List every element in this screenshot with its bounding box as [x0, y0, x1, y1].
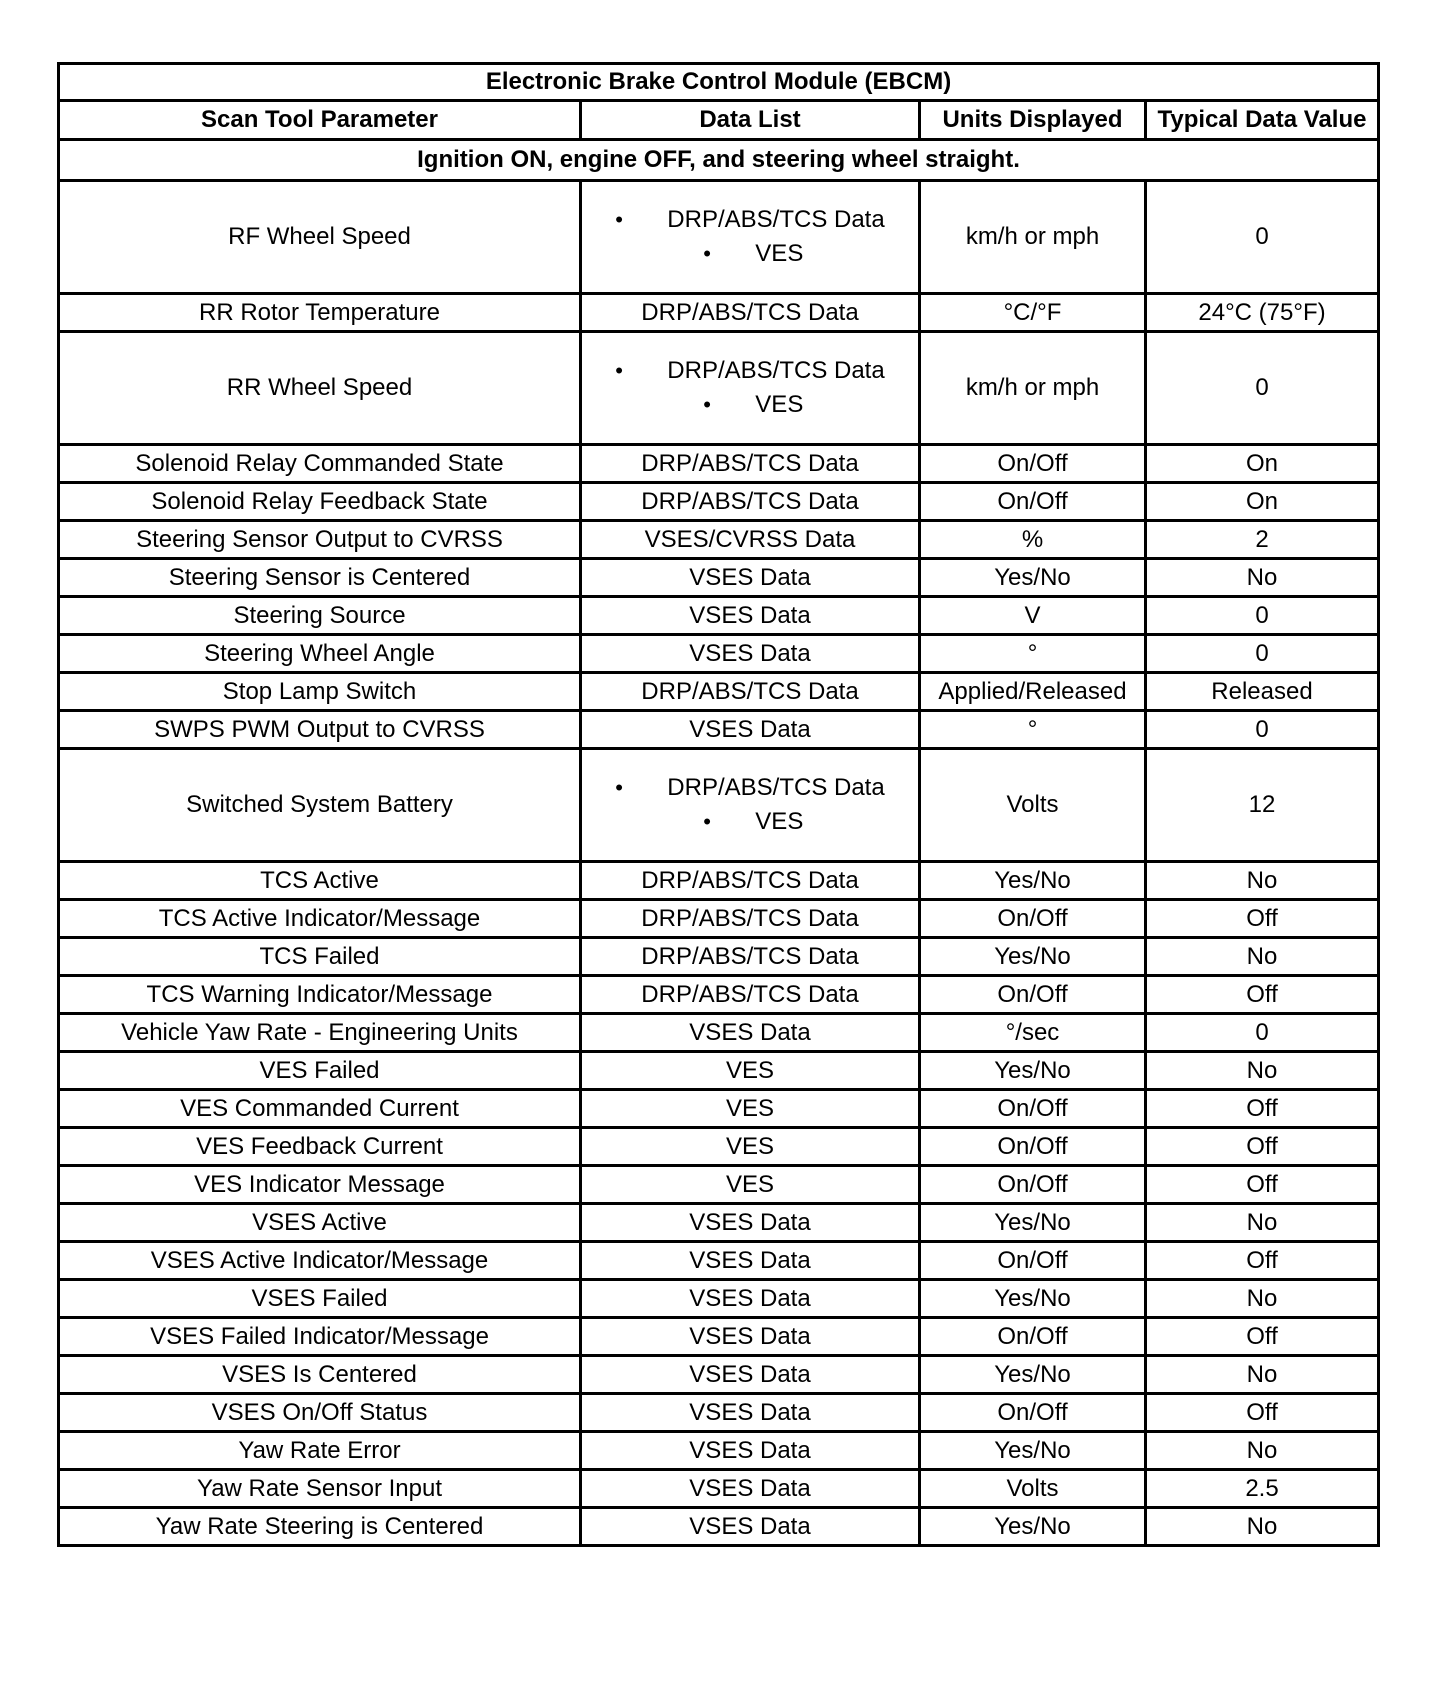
data-list-cell: [581, 181, 920, 294]
parameter-cell: TCS Failed: [59, 938, 581, 976]
parameter-cell: VSES Failed: [59, 1280, 581, 1318]
bullet-icon: •: [703, 392, 711, 417]
typical-value-cell: 0: [1146, 711, 1379, 749]
typical-value-cell: No: [1146, 1432, 1379, 1470]
typical-value-cell: No: [1146, 559, 1379, 597]
units-cell: Yes/No: [920, 1052, 1146, 1090]
table-row: [59, 1508, 1379, 1546]
units-cell: Yes/No: [920, 559, 1146, 597]
parameter-cell: VES Indicator Message: [59, 1166, 581, 1204]
data-list-cell: VSES Data: [581, 1204, 920, 1242]
units-cell: On/Off: [920, 1394, 1146, 1432]
data-list-cell: VSES Data: [581, 1280, 920, 1318]
header-data-list: Data List: [581, 101, 920, 140]
data-list-cell: VSES Data: [581, 635, 920, 673]
parameter-cell: RR Wheel Speed: [59, 332, 581, 445]
data-list-cell: DRP/ABS/TCS Data: [581, 862, 920, 900]
header-row: [59, 101, 1379, 140]
typical-value-cell: On: [1146, 445, 1379, 483]
data-list-cell: VSES Data: [581, 711, 920, 749]
units-cell: Yes/No: [920, 1432, 1146, 1470]
data-list-item: [615, 771, 884, 805]
parameter-cell: TCS Active: [59, 862, 581, 900]
typical-value-cell: Off: [1146, 1242, 1379, 1280]
data-list-item-text: DRP/ABS/TCS Data: [667, 357, 885, 384]
bullet-icon: •: [703, 809, 711, 834]
units-cell: %: [920, 521, 1146, 559]
units-cell: Volts: [920, 749, 1146, 862]
data-list-cell: DRP/ABS/TCS Data: [581, 938, 920, 976]
units-cell: Yes/No: [920, 1280, 1146, 1318]
data-list-item: [615, 237, 884, 271]
typical-value-cell: Off: [1146, 1394, 1379, 1432]
data-list-cell: [581, 332, 920, 445]
data-list-cell: DRP/ABS/TCS Data: [581, 445, 920, 483]
table-row: [59, 181, 1379, 294]
data-list-cell: VSES Data: [581, 1394, 920, 1432]
parameter-cell: RF Wheel Speed: [59, 181, 581, 294]
data-list-cell: VSES Data: [581, 1356, 920, 1394]
table-row: [59, 1090, 1379, 1128]
units-cell: Applied/Released: [920, 673, 1146, 711]
parameter-cell: SWPS PWM Output to CVRSS: [59, 711, 581, 749]
typical-value-cell: No: [1146, 1508, 1379, 1546]
ebcm-data-table: [57, 62, 1380, 1547]
parameter-cell: VSES Is Centered: [59, 1356, 581, 1394]
parameter-cell: Yaw Rate Steering is Centered: [59, 1508, 581, 1546]
bullet-icon: •: [615, 207, 623, 232]
units-cell: On/Off: [920, 483, 1146, 521]
typical-value-cell: No: [1146, 1280, 1379, 1318]
data-list-item: [615, 805, 884, 839]
data-list-bullets: [615, 203, 884, 271]
units-cell: Volts: [920, 1470, 1146, 1508]
data-list-cell: [581, 749, 920, 862]
data-list-bullets: [615, 771, 884, 839]
units-cell: On/Off: [920, 1166, 1146, 1204]
units-cell: °/sec: [920, 1014, 1146, 1052]
data-list-cell: VSES Data: [581, 1242, 920, 1280]
condition-row: [59, 140, 1379, 181]
table-row: [59, 1394, 1379, 1432]
typical-value-cell: On: [1146, 483, 1379, 521]
parameter-cell: VES Feedback Current: [59, 1128, 581, 1166]
data-list-cell: VES: [581, 1128, 920, 1166]
table-row: [59, 1280, 1379, 1318]
typical-value-cell: Off: [1146, 900, 1379, 938]
table-row: [59, 1318, 1379, 1356]
table-row: [59, 1242, 1379, 1280]
table-body: [59, 64, 1379, 1546]
parameter-cell: Solenoid Relay Feedback State: [59, 483, 581, 521]
units-cell: °: [920, 635, 1146, 673]
units-cell: Yes/No: [920, 1508, 1146, 1546]
bullet-icon: •: [615, 775, 623, 800]
data-list-cell: DRP/ABS/TCS Data: [581, 900, 920, 938]
table-row: [59, 483, 1379, 521]
table-row: [59, 332, 1379, 445]
units-cell: Yes/No: [920, 938, 1146, 976]
data-list-cell: VSES Data: [581, 1014, 920, 1052]
typical-value-cell: No: [1146, 862, 1379, 900]
parameter-cell: Yaw Rate Error: [59, 1432, 581, 1470]
data-list-cell: DRP/ABS/TCS Data: [581, 483, 920, 521]
table-row: [59, 900, 1379, 938]
data-list-cell: VSES Data: [581, 597, 920, 635]
data-list-cell: DRP/ABS/TCS Data: [581, 673, 920, 711]
title-row: [59, 64, 1379, 101]
data-list-cell: DRP/ABS/TCS Data: [581, 976, 920, 1014]
units-cell: On/Off: [920, 1318, 1146, 1356]
typical-value-cell: Off: [1146, 1090, 1379, 1128]
parameter-cell: VES Failed: [59, 1052, 581, 1090]
parameter-cell: Steering Sensor Output to CVRSS: [59, 521, 581, 559]
table-row: [59, 294, 1379, 332]
data-list-cell: VSES Data: [581, 1318, 920, 1356]
parameter-cell: RR Rotor Temperature: [59, 294, 581, 332]
typical-value-cell: Off: [1146, 1318, 1379, 1356]
parameter-cell: Vehicle Yaw Rate - Engineering Units: [59, 1014, 581, 1052]
units-cell: km/h or mph: [920, 332, 1146, 445]
table-row: [59, 1052, 1379, 1090]
table-row: [59, 1204, 1379, 1242]
parameter-cell: TCS Active Indicator/Message: [59, 900, 581, 938]
data-list-cell: VES: [581, 1090, 920, 1128]
table-row: [59, 862, 1379, 900]
table-row: [59, 1432, 1379, 1470]
parameter-cell: Solenoid Relay Commanded State: [59, 445, 581, 483]
bullet-icon: •: [703, 241, 711, 266]
data-list-bullets: [615, 354, 884, 422]
data-list-item-text: VES: [755, 240, 804, 267]
units-cell: °C/°F: [920, 294, 1146, 332]
units-cell: Yes/No: [920, 1204, 1146, 1242]
typical-value-cell: No: [1146, 1356, 1379, 1394]
typical-value-cell: 0: [1146, 181, 1379, 294]
parameter-cell: Steering Wheel Angle: [59, 635, 581, 673]
table-row: [59, 749, 1379, 862]
typical-value-cell: No: [1146, 1204, 1379, 1242]
table-row: [59, 711, 1379, 749]
typical-value-cell: 0: [1146, 635, 1379, 673]
parameter-cell: VSES On/Off Status: [59, 1394, 581, 1432]
parameter-cell: VSES Active Indicator/Message: [59, 1242, 581, 1280]
typical-value-cell: Off: [1146, 1128, 1379, 1166]
parameter-cell: Yaw Rate Sensor Input: [59, 1470, 581, 1508]
parameter-cell: VSES Active: [59, 1204, 581, 1242]
parameter-cell: Steering Source: [59, 597, 581, 635]
table-row: [59, 597, 1379, 635]
parameter-cell: Stop Lamp Switch: [59, 673, 581, 711]
table-row: [59, 976, 1379, 1014]
typical-value-cell: 0: [1146, 332, 1379, 445]
units-cell: Yes/No: [920, 1356, 1146, 1394]
typical-value-cell: 24°C (75°F): [1146, 294, 1379, 332]
data-list-cell: VES: [581, 1166, 920, 1204]
typical-value-cell: 2: [1146, 521, 1379, 559]
units-cell: On/Off: [920, 900, 1146, 938]
parameter-cell: TCS Warning Indicator/Message: [59, 976, 581, 1014]
bullet-icon: •: [615, 358, 623, 383]
table-row: [59, 1356, 1379, 1394]
units-cell: °: [920, 711, 1146, 749]
data-list-cell: VSES Data: [581, 1508, 920, 1546]
table-row: [59, 445, 1379, 483]
typical-value-cell: 0: [1146, 597, 1379, 635]
typical-value-cell: Off: [1146, 976, 1379, 1014]
typical-value-cell: 12: [1146, 749, 1379, 862]
typical-value-cell: Released: [1146, 673, 1379, 711]
units-cell: Yes/No: [920, 862, 1146, 900]
table-row: [59, 1166, 1379, 1204]
units-cell: km/h or mph: [920, 181, 1146, 294]
data-list-cell: VES: [581, 1052, 920, 1090]
table-row: [59, 673, 1379, 711]
table-row: [59, 635, 1379, 673]
data-list-cell: VSES Data: [581, 559, 920, 597]
typical-value-cell: 0: [1146, 1014, 1379, 1052]
table-row: [59, 521, 1379, 559]
table-row: [59, 559, 1379, 597]
data-list-cell: VSES Data: [581, 1432, 920, 1470]
data-list-item: [615, 388, 884, 422]
typical-value-cell: No: [1146, 938, 1379, 976]
units-cell: On/Off: [920, 1242, 1146, 1280]
units-cell: On/Off: [920, 1128, 1146, 1166]
test-condition: Ignition ON, engine OFF, and steering wheel straight.: [59, 140, 1379, 181]
typical-value-cell: No: [1146, 1052, 1379, 1090]
units-cell: On/Off: [920, 976, 1146, 1014]
table-title: Electronic Brake Control Module (EBCM): [59, 64, 1379, 101]
units-cell: On/Off: [920, 445, 1146, 483]
table-row: [59, 1014, 1379, 1052]
units-cell: V: [920, 597, 1146, 635]
header-units-displayed: Units Displayed: [920, 101, 1146, 140]
data-list-item: [615, 203, 884, 237]
table-row: [59, 1128, 1379, 1166]
table-row: [59, 1470, 1379, 1508]
typical-value-cell: 2.5: [1146, 1470, 1379, 1508]
data-list-item-text: DRP/ABS/TCS Data: [667, 774, 885, 801]
data-list-cell: DRP/ABS/TCS Data: [581, 294, 920, 332]
parameter-cell: VSES Failed Indicator/Message: [59, 1318, 581, 1356]
parameter-cell: Switched System Battery: [59, 749, 581, 862]
header-scan-tool-parameter: Scan Tool Parameter: [59, 101, 581, 140]
data-list-cell: VSES Data: [581, 1470, 920, 1508]
typical-value-cell: Off: [1146, 1166, 1379, 1204]
header-typical-data-value: Typical Data Value: [1146, 101, 1379, 140]
data-list-cell: VSES/CVRSS Data: [581, 521, 920, 559]
table-row: [59, 938, 1379, 976]
units-cell: On/Off: [920, 1090, 1146, 1128]
data-list-item-text: VES: [755, 808, 804, 835]
data-list-item-text: DRP/ABS/TCS Data: [667, 206, 885, 233]
data-list-item-text: VES: [755, 391, 804, 418]
parameter-cell: Steering Sensor is Centered: [59, 559, 581, 597]
data-list-item: [615, 354, 884, 388]
parameter-cell: VES Commanded Current: [59, 1090, 581, 1128]
